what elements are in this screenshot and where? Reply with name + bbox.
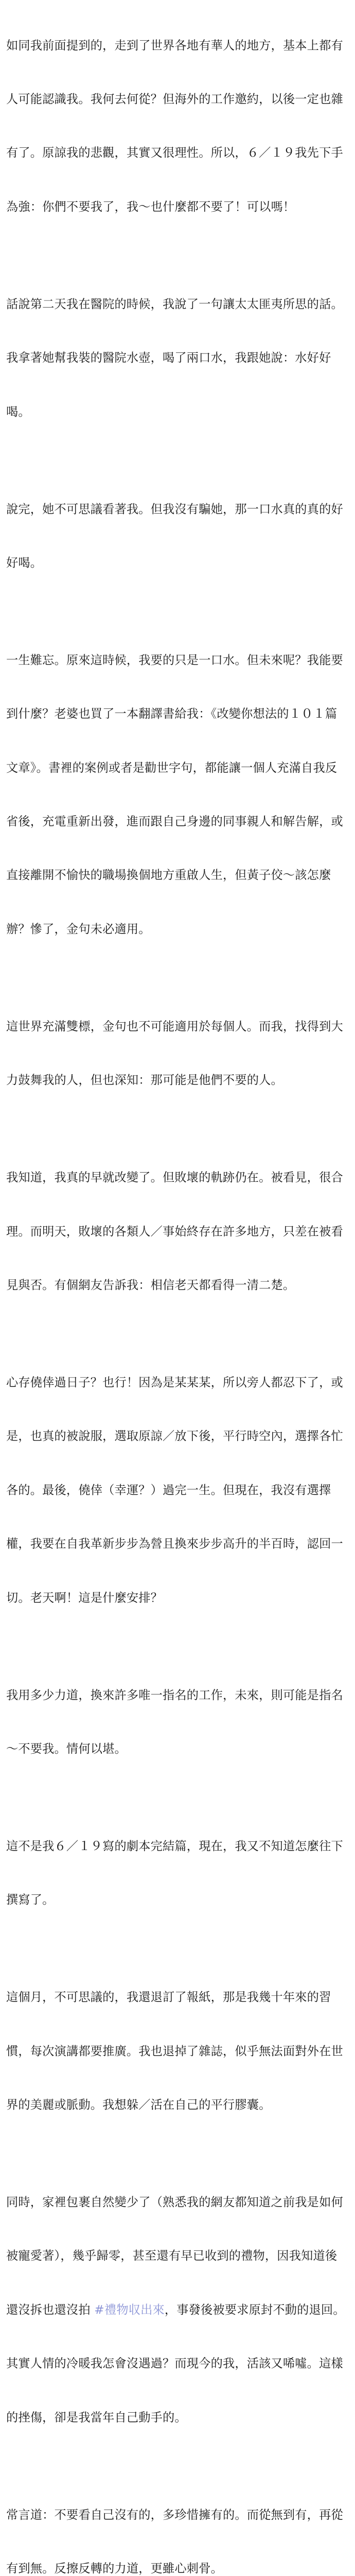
text-line: 喝。 <box>6 404 30 419</box>
text-line: 是，也真的被說服，選取原諒／放下後，平行時空內，選擇各忙 <box>6 1429 343 1444</box>
text-line: 這不是我６／１９寫的劇本完結篇，現在，我又不知道怎麼往下 <box>6 1839 343 1853</box>
text-line: 我拿著她幫我裝的醫院水壺，喝了兩口水，我跟她說：水好好 <box>6 351 331 365</box>
text-line: 各的。最後，僥倖（幸運？）過完一生。但現在，我沒有選擇 <box>6 1483 331 1497</box>
text-line: 權，我要在自我革新步步為營且換來步步高升的半百時，認回一 <box>6 1537 343 1551</box>
text-segment: 還沒拆也還沒拍 <box>6 2302 95 2317</box>
paragraph <box>6 1 348 252</box>
text-line: 話說第二天我在醫院的時候，我說了一句讓太太匪夷所思的話。 <box>6 297 343 311</box>
text-line: 辦？慘了，金句未必適用。 <box>6 922 151 936</box>
text-line: 見與否。有個網友告訴我：相信老天都看得一清二楚。 <box>6 1278 295 1292</box>
paragraph <box>6 2158 348 2463</box>
paragraph <box>6 260 348 457</box>
text-line: 其實人情的冷暖我怎會沒遇過？而現今的我，活該又唏噓。這樣 <box>6 2357 343 2371</box>
paragraph <box>6 465 348 608</box>
text-line: 的挫傷，卻是我當年自己動手的。 <box>6 2410 187 2425</box>
text-line: ～不要我。情何以堪。 <box>6 1741 127 1756</box>
text-line: 我知道，我真的早就改變了。但敗壞的軌跡仍在。被看見，很合 <box>6 1171 343 1185</box>
text-line: 文章》。書裡的案例或者是勸世字句，都能讓一個人充滿自我反 <box>6 760 338 775</box>
text-line: 好喝。 <box>6 555 43 570</box>
text-line: 力鼓舞我的人，但也深知：那可能是他們不要的人。 <box>6 1073 283 1088</box>
text-line: 省後，充電重新出發，進而跟自己身邊的同事親人和解告解，或 <box>6 815 343 829</box>
text-line: 撰寫了。 <box>6 1893 55 1907</box>
paragraph <box>6 616 348 974</box>
text-line: 有到無。反擦反轉的力道，更雖心刺骨。 <box>6 2561 223 2575</box>
text-line: 為強：你們不要我了，我～也什麼都不要了！可以嗎！ <box>6 199 295 214</box>
hashtag-link[interactable]: #禮物収出來 <box>94 2302 165 2317</box>
text-line: 到什麼？老婆也買了一本翻譯書給我：《改變你想法的１０１篇 <box>6 707 338 721</box>
text-line: 說完，她不可思議看著我。但我沒有騙她，那一口水真的真的好 <box>6 502 343 516</box>
paragraph <box>6 1953 348 2150</box>
text-line: 人可能認識我。我何去何從？但海外的工作邀約，以後一定也雜 <box>6 92 343 106</box>
paragraph <box>6 1338 348 1643</box>
text-line: 這世界充滿雙標，金句也不可能適用於每個人。而我，找得到大 <box>6 1019 343 1033</box>
paragraph <box>6 2470 348 2576</box>
text-line: 同時，家裡包裹自然變少了（熟悉我的網友都知道之前我是如何 <box>6 2195 343 2210</box>
text-line: 被寵愛著），幾乎歸零，甚至還有早已收到的禮物，因我知道後 <box>6 2249 338 2263</box>
text-line: 心存僥倖過日子？也行！因為是某某某，所以旁人都忍下了，或 <box>6 1375 343 1389</box>
text-line: 常言道：不要看自己沒有的，多珍惜擁有的。而從無到有，再從 <box>6 2507 343 2522</box>
text-line-with-hashtag <box>6 2301 348 2319</box>
text-line: 慣，每次演講都要推廣。我也退掉了雜誌，似乎無法面對外在世 <box>6 2044 343 2058</box>
text-line: 理。而明天，敗壞的各類人／事始終存在許多地方，只差在被看 <box>6 1224 343 1239</box>
text-line: 切。老天啊！這是什麼安排？ <box>6 1590 163 1605</box>
text-line: 我用多少力道，換來許多唯一指名的工作，未來，則可能是指名 <box>6 1688 343 1702</box>
paragraph <box>6 982 348 1125</box>
paragraph <box>6 1651 348 1794</box>
text-segment: ，事發後被要求原封不動的退回。 <box>164 2302 345 2317</box>
text-line: 一生難忘。原來這時候，我要的只是一口水。但未來呢？我能要 <box>6 653 343 667</box>
text-line: 有了。原諒我的悲觀，其實又很理性。所以，６／１９我先下手 <box>6 146 343 160</box>
paragraph <box>6 1133 348 1331</box>
paragraph <box>6 1802 348 1945</box>
text-line: 界的美麗或脈動。我想躲／活在自己的平行膠囊。 <box>6 2098 271 2112</box>
text-line: 如同我前面提到的，走到了世界各地有華人的地方，基本上都有 <box>6 38 343 53</box>
text-line: 直接離開不愉快的職場換個地方重啟人生，但黃子佼～該怎麼 <box>6 868 331 883</box>
text-line: 這個月，不可思議的，我還退訂了報紙，那是我幾十年來的習 <box>6 1990 331 2005</box>
